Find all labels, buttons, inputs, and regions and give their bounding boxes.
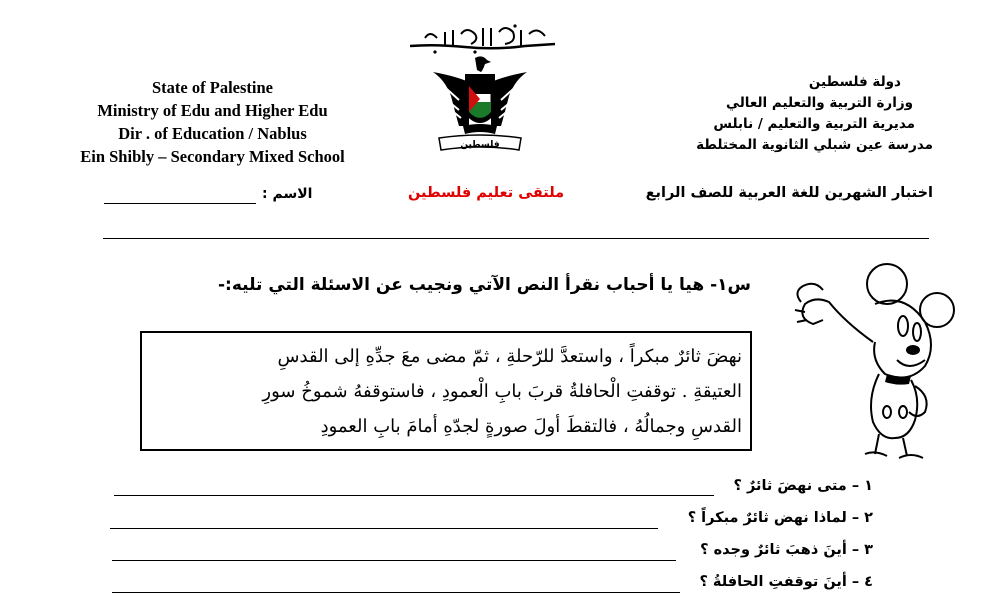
answer-line-2[interactable] xyxy=(110,528,658,529)
school-name-en: Ein Shibly – Secondary Mixed School xyxy=(80,147,345,166)
ministry-name-ar: وزارة التربية والتعليم العالي xyxy=(726,95,913,111)
question-3 xyxy=(700,542,873,558)
directorate-name-en: Dir . of Education / Nablus xyxy=(118,124,307,143)
question-4 xyxy=(699,574,873,590)
exam-title: اختبار الشهرين للغة العربية للصف الرابع xyxy=(645,185,933,201)
answer-line-1[interactable] xyxy=(114,495,714,496)
state-name-ar: دولة فلسطين xyxy=(808,74,901,90)
cartoon-mouse-illustration xyxy=(775,262,955,462)
name-label: الاسم : xyxy=(262,186,313,202)
answer-line-4[interactable] xyxy=(112,592,680,593)
school-name-ar: مدرسة عين شبلي الثانوية المختلطة xyxy=(696,137,933,153)
ministry-name-en: Ministry of Edu and Higher Edu xyxy=(97,101,328,120)
forum-label: ملتقى تعليم فلسطين xyxy=(408,185,565,201)
question-1-text: ١ – متى نهضَ ثائرٌ ؟ xyxy=(733,478,873,494)
passage-line: القدسِ وجمالُهُ ، فالتقطَ أولَ صورةٍ لجدّهِ أمامَ بابِ العمودِ xyxy=(320,416,742,437)
directorate-name-ar: مديرية التربية والتعليم / نابلس xyxy=(713,116,915,132)
header-arabic xyxy=(673,72,933,156)
answer-line-3[interactable] xyxy=(112,560,676,561)
question-3-text: ٣ – أينَ ذهبَ ثائرٌ وجده ؟ xyxy=(700,542,873,558)
state-name-en: State of Palestine xyxy=(152,78,273,97)
question-1 xyxy=(734,478,873,494)
reading-passage-box xyxy=(140,331,752,451)
question-heading: س١- هيا يا أحباب نقرأ النص الآتي ونجيب عن الاسئلة التي تليه:- xyxy=(217,275,751,295)
passage-line: العتيقةِ . توقفتِ الْحافلةُ قربَ بابِ الْعمودِ ، فاستوقفهُ شموخُ سورِ xyxy=(262,381,742,402)
name-input-line[interactable] xyxy=(104,203,256,204)
question-2-text: ٢ – لماذا نهض ثائرٌ مبكراً ؟ xyxy=(687,510,873,526)
passage-line: نهضَ ثائرٌ مبكراً ، واستعدَّ للرّحلةِ ، ثمّ مضى معَ جدِّهِ إلى القدسِ xyxy=(277,346,742,367)
separator-line xyxy=(103,238,929,239)
question-2 xyxy=(688,510,873,526)
palestine-eagle-emblem-icon xyxy=(425,52,535,162)
emblem-scroll-text: فلسطين xyxy=(460,140,500,150)
question-4-text: ٤ – أينَ توقفتِ الحافلةُ ؟ xyxy=(699,574,873,590)
header-english xyxy=(40,76,385,168)
